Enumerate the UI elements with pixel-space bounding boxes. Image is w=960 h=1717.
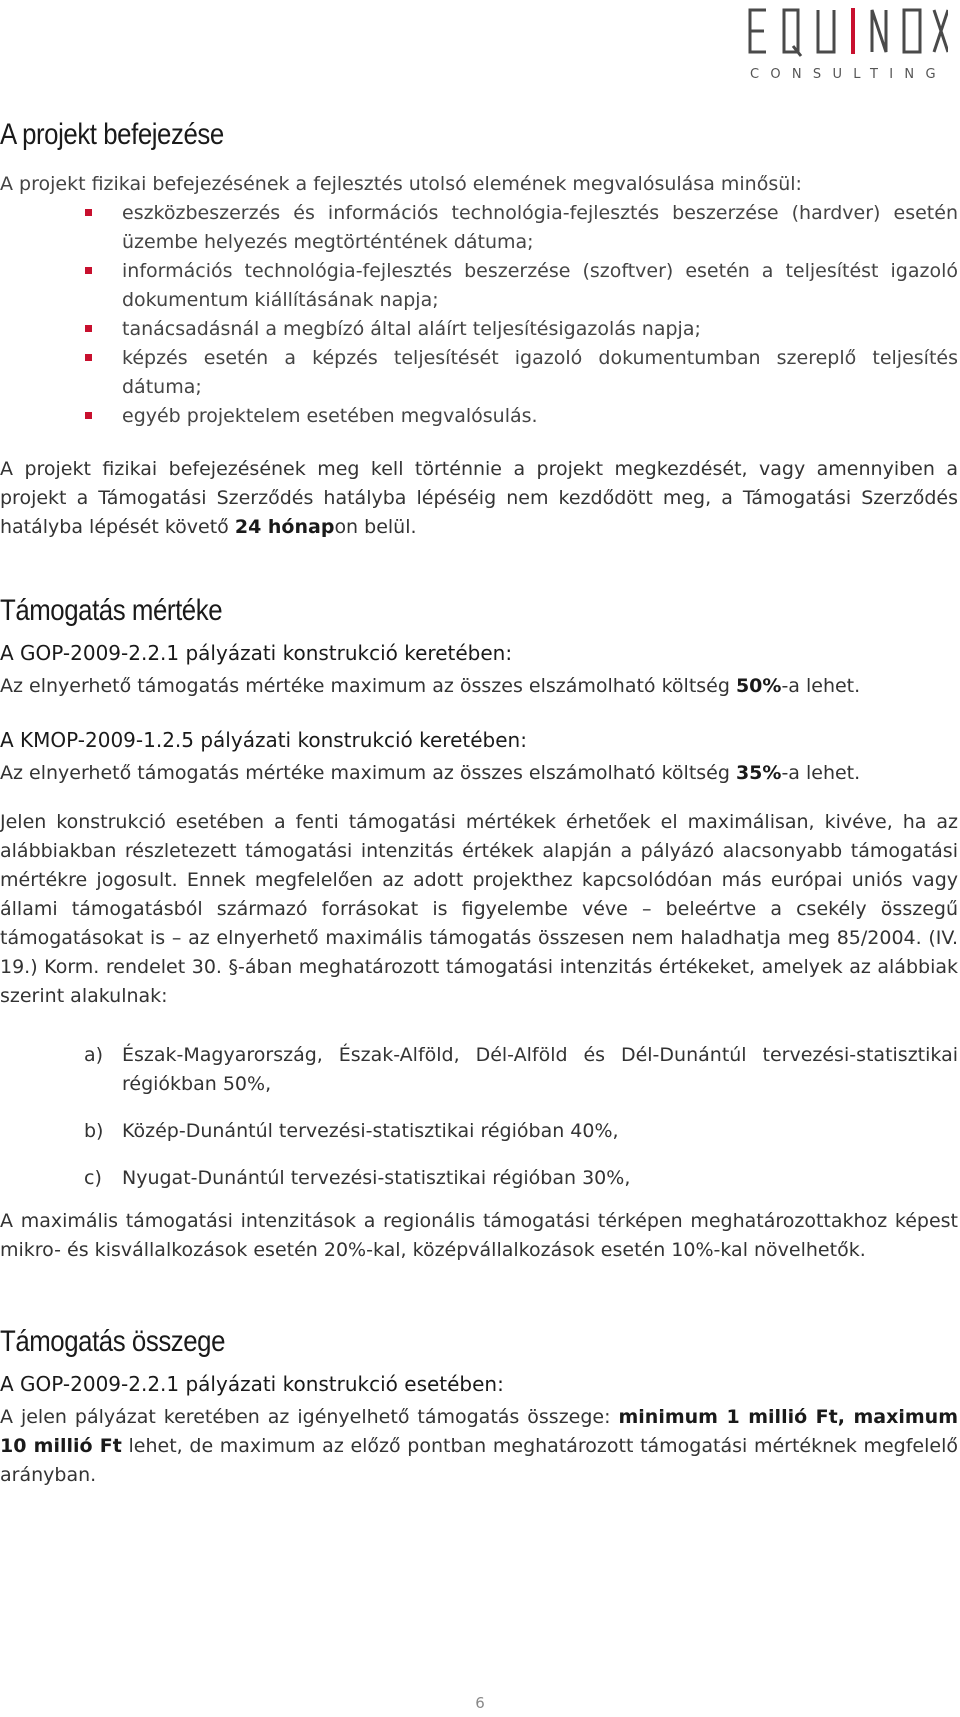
- section-title-support-rate: Támogatás mértéke: [0, 594, 223, 627]
- regional-intensity-list: [0, 1041, 958, 1193]
- list-item: a) Észak-Magyarország, Észak-Alföld, Dél-Alföld és Dél-Dunántúl tervezési-statisztikai régiókban 50%,: [84, 1044, 958, 1095]
- svg-text:CONSULTING: CONSULTING: [750, 67, 947, 82]
- list-item: eszközbeszerzés és információs technológia-fejlesztés beszerzése (hardver) esetén üzembe helyezés megtörténtének dátuma;: [122, 199, 958, 257]
- amount-range: minimum 1 millió Ft, maximum 10 millió Ft: [0, 1406, 959, 1457]
- intensity-bonus-paragraph: A maximális támogatási intenzitások a regionális támogatási térképen meghatározottakhoz képest mikro- és kisvállalkozások esetén 20%-kal, középvállalkozások esetén 10%-kal növelhetők.: [0, 1210, 958, 1261]
- section-title-project-completion: A projekt befejezése: [0, 118, 224, 151]
- kmop-heading: A KMOP-2009-1.2.5 pályázati konstrukció keretében:: [0, 728, 527, 752]
- gop-amount-heading: A GOP-2009-2.2.1 pályázati konstrukció esetében:: [0, 1372, 504, 1396]
- amount-paragraph: A jelen pályázat keretében az igényelhető támogatás összege: minimum 1 millió Ft, maximum 10 millió Ft lehet, de maximum az előző pontban meghatározott támogatási mértéknek megfelelő arányban.: [0, 1406, 959, 1486]
- kmop-rate: 35%: [735, 762, 782, 784]
- gop-rate: 50%: [735, 675, 782, 697]
- deadline-months: 24 hónap: [234, 516, 335, 538]
- completion-deadline-paragraph: A projekt fizikai befejezésének meg kell történnie a projekt megkezdését, vagy amennyiben a projekt a Támogatási Szerződés hatályba lépéséig nem kezdődött meg, a Támogatási Szerződés hatályba lépését követő 24 hónapon belül.: [0, 458, 958, 538]
- section-title-support-amount: Támogatás összege: [0, 1325, 226, 1358]
- document-page: [0, 118, 958, 1490]
- gop-heading: A GOP-2009-2.2.1 pályázati konstrukció keretében:: [0, 641, 513, 665]
- equinox-consulting-logo: [738, 4, 948, 84]
- kmop-rate-text: Az elnyerhető támogatás mértéke maximum az összes elszámolható költség 35%-a lehet.: [0, 762, 861, 784]
- gop-rate-text: Az elnyerhető támogatás mértéke maximum az összes elszámolható költség 50%-a lehet.: [0, 675, 861, 697]
- list-item: b) Közép-Dunántúl tervezési-statisztikai régióban 40%,: [84, 1120, 619, 1142]
- intensity-paragraph: Jelen konstrukció esetében a fenti támogatási mértékek érhetőek el maximálisan, kivéve, ha az alábbiakban részletezett támogatási intenzitás értékek alapján a pályázó alacsonyabb támogatási mértékre jogosult. Ennek megfelelően az adott projekthez kapcsolódóan más európai uniós vagy állami támogatásból származó forrásokat is figyelembe véve – beleértve a csekély összegű támogatásokat is – az elnyerhető maximális támogatás összesen nem haladhatja meg 85/2004. (IV. 19.) Korm. rendelet 30. §-ában meghatározott támogatási intenzitás értékeket, amelyek az alábbiak szerint alakulnak:: [0, 811, 958, 1007]
- list-item: c) Nyugat-Dunántúl tervezési-statisztikai régióban 30%,: [84, 1167, 631, 1189]
- list-item: egyéb projektelem esetében megvalósulás.: [122, 402, 958, 431]
- intro-text: A projekt fizikai befejezésének a fejlesztés utolsó elemének megvalósulása minősül:: [0, 173, 802, 195]
- list-item: információs technológia-fejlesztés beszerzése (szoftver) esetén a teljesítést igazoló dokumentum kiállításának napja;: [122, 257, 958, 315]
- list-item: képzés esetén a képzés teljesítését igazoló dokumentumban szereplő teljesítés dátuma;: [122, 344, 958, 402]
- list-item: tanácsadásnál a megbízó által aláírt teljesítésigazolás napja;: [122, 315, 958, 344]
- page-number: 6: [475, 1694, 485, 1712]
- completion-criteria-list: [0, 199, 958, 431]
